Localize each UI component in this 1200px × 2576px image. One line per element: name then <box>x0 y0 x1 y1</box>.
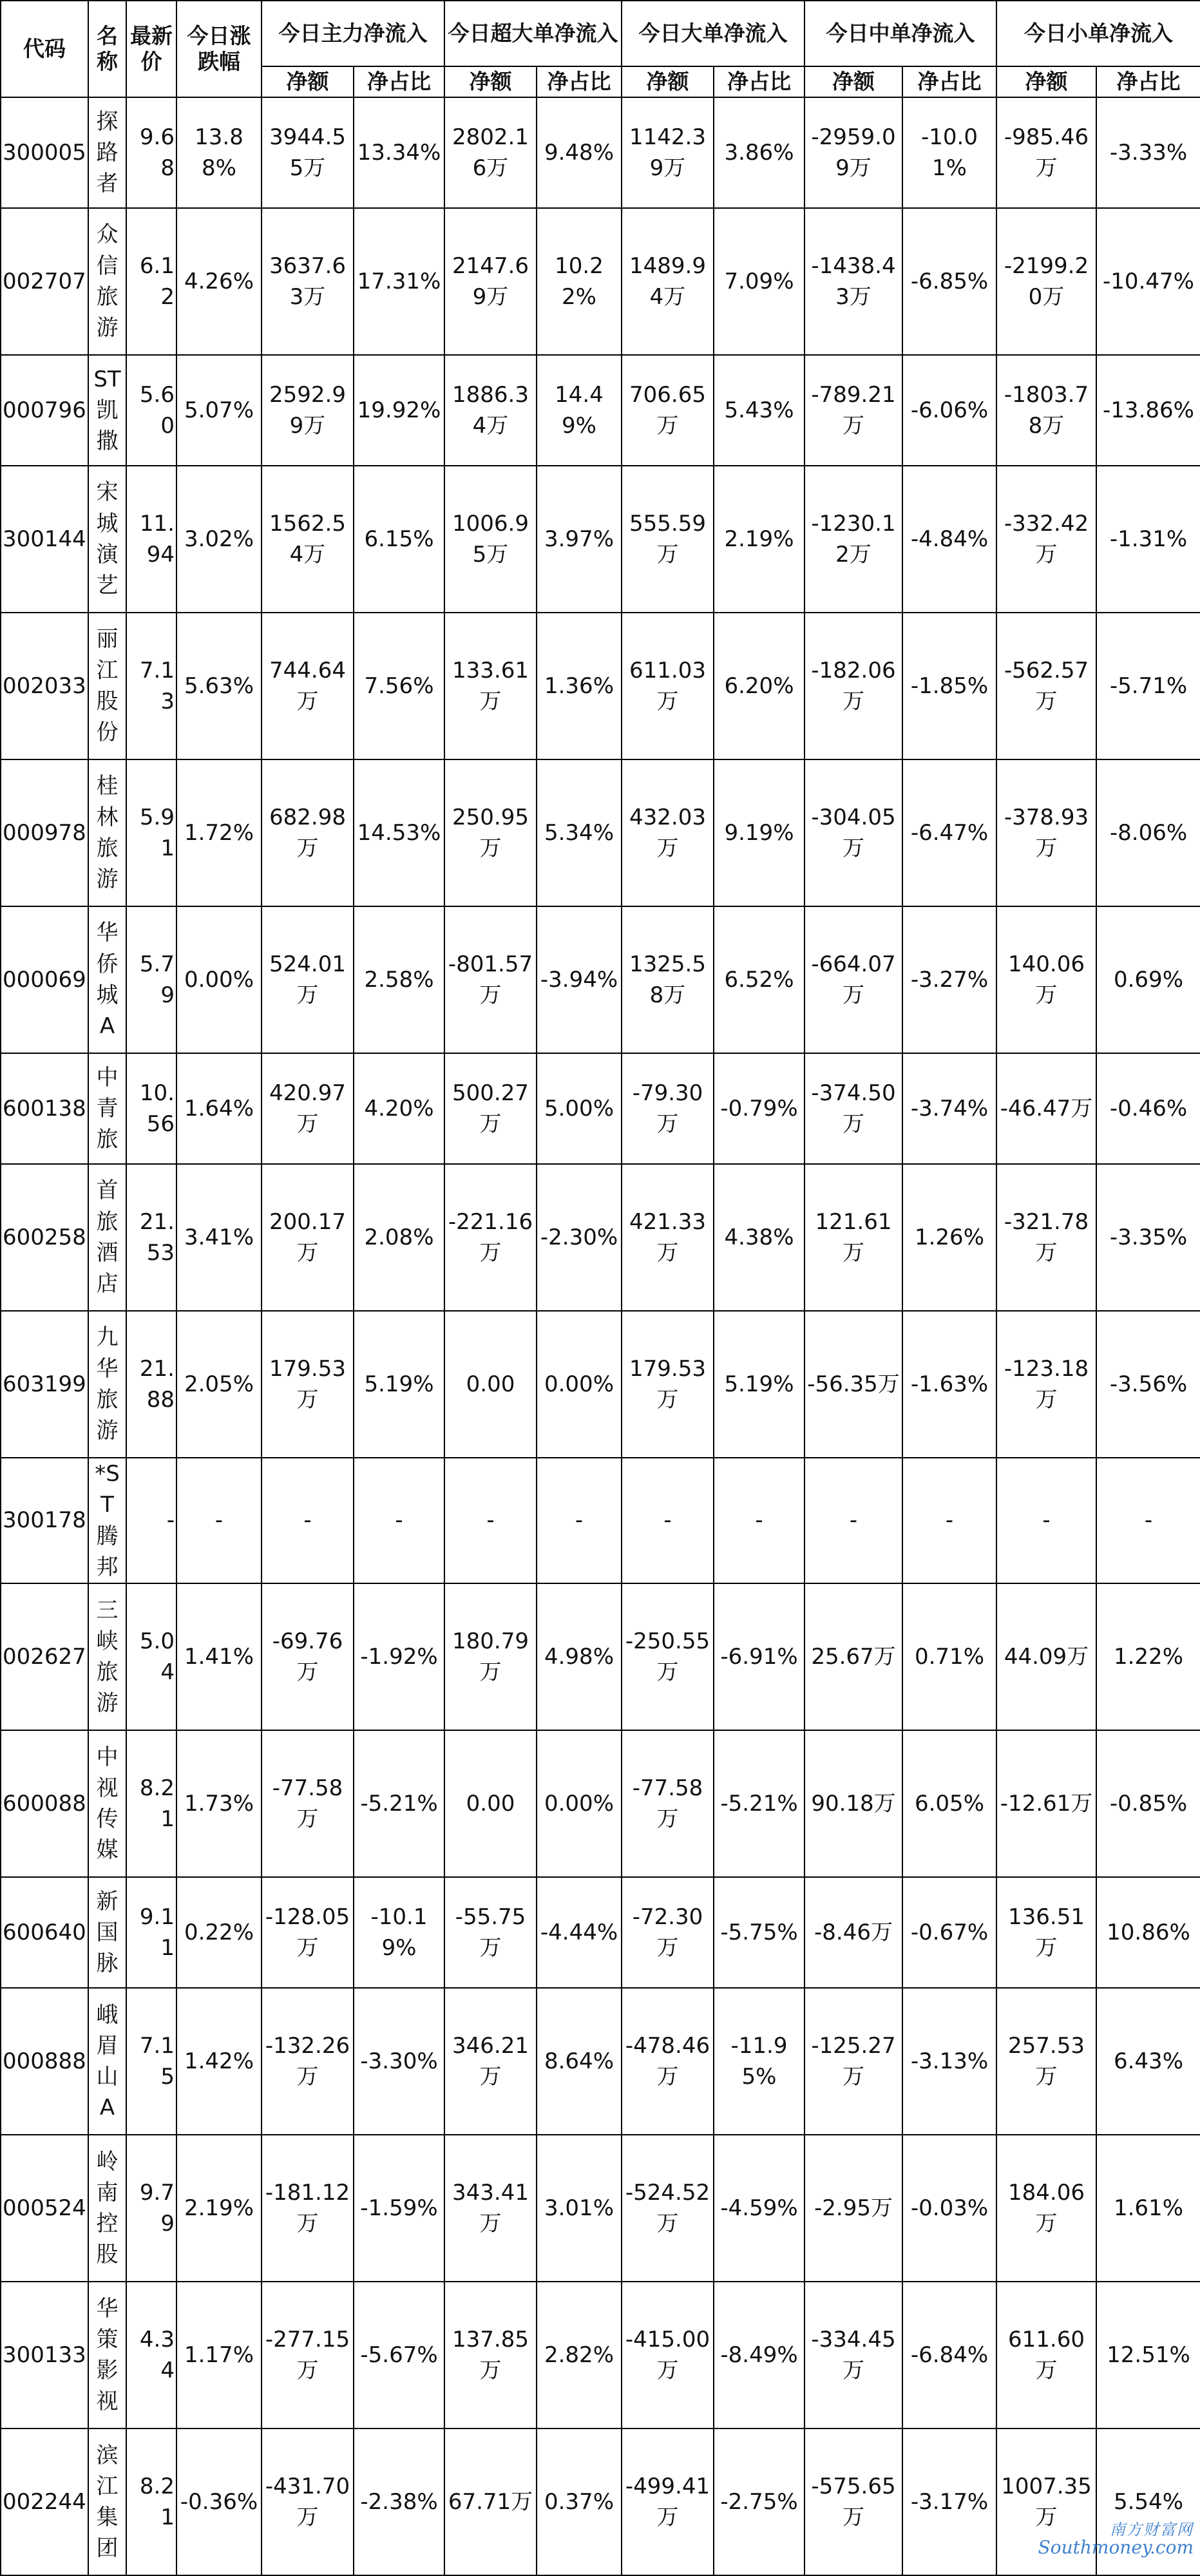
cell-main-amount: 2592.99万 <box>262 355 354 466</box>
cell-main-amount: 524.01万 <box>262 906 354 1053</box>
cell-super-ratio: 3.01% <box>537 2135 622 2282</box>
cell-small-amount: - <box>996 1458 1096 1583</box>
cell-large-amount: 1325.58万 <box>622 906 714 1053</box>
cell-main-ratio: 5.19% <box>354 1311 444 1458</box>
table-row <box>1 355 1200 466</box>
cell-medium-amount: -8.46万 <box>805 1877 902 1988</box>
table-row <box>1 466 1200 613</box>
cell-medium-ratio: -6.85% <box>902 208 996 355</box>
cell-large-amount: 555.59万 <box>622 466 714 613</box>
cell-medium-amount: -575.65万 <box>805 2428 902 2575</box>
cell-change: 4.26% <box>176 208 262 355</box>
cell-medium-ratio: -3.74% <box>902 1053 996 1164</box>
header-small-inflow: 今日小单净流入 <box>996 1 1200 66</box>
cell-medium-amount: -334.45万 <box>805 2282 902 2428</box>
table-row <box>1 1311 1200 1458</box>
cell-medium-ratio: -6.47% <box>902 759 996 906</box>
cell-name: 中视传媒 <box>88 1730 126 1877</box>
cell-medium-ratio: -0.03% <box>902 2135 996 2282</box>
cell-code: 000069 <box>1 906 88 1053</box>
cell-large-ratio: 9.19% <box>714 759 805 906</box>
cell-small-amount: 44.09万 <box>996 1583 1096 1730</box>
cell-medium-ratio: 6.05% <box>902 1730 996 1877</box>
cell-super-ratio: 1.36% <box>537 613 622 759</box>
cell-large-amount: 706.65万 <box>622 355 714 466</box>
header-large-inflow: 今日大单净流入 <box>622 1 805 66</box>
cell-main-amount: -69.76万 <box>262 1583 354 1730</box>
cell-price: 5.91 <box>126 759 176 906</box>
site-watermark <box>1038 2521 1194 2558</box>
cell-price: 8.21 <box>126 2428 176 2575</box>
cell-change: - <box>176 1458 262 1583</box>
cell-change: 5.63% <box>176 613 262 759</box>
cell-small-amount: -2199.20万 <box>996 208 1096 355</box>
header-code: 代码 <box>1 1 88 97</box>
cell-main-amount: -128.05万 <box>262 1877 354 1988</box>
table-row <box>1 2135 1200 2282</box>
cell-small-amount: 140.06万 <box>996 906 1096 1053</box>
cell-code: 002244 <box>1 2428 88 2575</box>
cell-large-ratio: -2.75% <box>714 2428 805 2575</box>
table-row <box>1 2282 1200 2428</box>
table-body <box>1 97 1200 2575</box>
cell-name: 三峡旅游 <box>88 1583 126 1730</box>
table-row <box>1 1583 1200 1730</box>
header-main-amount: 净额 <box>262 66 354 97</box>
cell-small-ratio: 1.61% <box>1096 2135 1200 2282</box>
cell-medium-amount: -1230.12万 <box>805 466 902 613</box>
cell-name: ST凯撒 <box>88 355 126 466</box>
cell-small-ratio: -3.33% <box>1096 97 1200 208</box>
cell-change: 1.42% <box>176 1988 262 2135</box>
table-row <box>1 208 1200 355</box>
table-row <box>1 1053 1200 1164</box>
table-row <box>1 1877 1200 1988</box>
cell-large-ratio: -6.91% <box>714 1583 805 1730</box>
cell-code: 300144 <box>1 466 88 613</box>
cell-medium-ratio: 1.26% <box>902 1164 996 1311</box>
cell-change: 2.05% <box>176 1311 262 1458</box>
cell-large-amount: 1489.94万 <box>622 208 714 355</box>
cell-price: 9.68 <box>126 97 176 208</box>
header-medium-amount: 净额 <box>805 66 902 97</box>
cell-super-amount: -801.57万 <box>444 906 537 1053</box>
cell-small-ratio: -0.85% <box>1096 1730 1200 1877</box>
cell-change: 0.22% <box>176 1877 262 1988</box>
cell-super-ratio: 5.00% <box>537 1053 622 1164</box>
cell-code: 600088 <box>1 1730 88 1877</box>
cell-large-ratio: 5.19% <box>714 1311 805 1458</box>
cell-name: 宋城演艺 <box>88 466 126 613</box>
cell-medium-ratio: - <box>902 1458 996 1583</box>
cell-change: 13.88% <box>176 97 262 208</box>
cell-large-ratio: 7.09% <box>714 208 805 355</box>
cell-main-ratio: -5.67% <box>354 2282 444 2428</box>
cell-main-ratio: 2.58% <box>354 906 444 1053</box>
cell-medium-amount: 90.18万 <box>805 1730 902 1877</box>
cell-medium-amount: 121.61万 <box>805 1164 902 1311</box>
cell-main-ratio: 6.15% <box>354 466 444 613</box>
cell-super-amount: 137.85万 <box>444 2282 537 2428</box>
cell-large-ratio: - <box>714 1458 805 1583</box>
cell-large-ratio: -5.21% <box>714 1730 805 1877</box>
header-medium-inflow: 今日中单净流入 <box>805 1 996 66</box>
cell-price: 11.94 <box>126 466 176 613</box>
cell-code: 002707 <box>1 208 88 355</box>
table-row <box>1 759 1200 906</box>
header-name: 名称 <box>88 1 126 97</box>
cell-medium-ratio: -1.85% <box>902 613 996 759</box>
cell-main-amount: 3944.55万 <box>262 97 354 208</box>
header-small-ratio: 净占比 <box>1096 66 1200 97</box>
cell-small-amount: 611.60万 <box>996 2282 1096 2428</box>
cell-medium-amount: -56.35万 <box>805 1311 902 1458</box>
cell-main-ratio: -1.92% <box>354 1583 444 1730</box>
cell-large-amount: -499.41万 <box>622 2428 714 2575</box>
cell-medium-amount: -374.50万 <box>805 1053 902 1164</box>
cell-main-ratio: -5.21% <box>354 1730 444 1877</box>
cell-code: 603199 <box>1 1311 88 1458</box>
cell-code: 000524 <box>1 2135 88 2282</box>
cell-super-ratio: 0.37% <box>537 2428 622 2575</box>
cell-super-ratio: 10.22% <box>537 208 622 355</box>
cell-small-ratio: -3.35% <box>1096 1164 1200 1311</box>
cell-name: 中青旅 <box>88 1053 126 1164</box>
cell-price: 21.53 <box>126 1164 176 1311</box>
cell-main-ratio: - <box>354 1458 444 1583</box>
cell-price: 4.34 <box>126 2282 176 2428</box>
cell-large-ratio: -5.75% <box>714 1877 805 1988</box>
cell-small-amount: 184.06万 <box>996 2135 1096 2282</box>
cell-super-amount: 0.00 <box>444 1730 537 1877</box>
header-main-ratio: 净占比 <box>354 66 444 97</box>
cell-medium-ratio: -10.01% <box>902 97 996 208</box>
cell-price: - <box>126 1458 176 1583</box>
cell-name: 华侨城A <box>88 906 126 1053</box>
cell-large-amount: 421.33万 <box>622 1164 714 1311</box>
cell-code: 000888 <box>1 1988 88 2135</box>
cell-main-amount: - <box>262 1458 354 1583</box>
cell-main-ratio: 2.08% <box>354 1164 444 1311</box>
cell-medium-amount: -182.06万 <box>805 613 902 759</box>
cell-small-ratio: -1.31% <box>1096 466 1200 613</box>
cell-large-amount: -250.55万 <box>622 1583 714 1730</box>
table-row <box>1 613 1200 759</box>
cell-large-ratio: 2.19% <box>714 466 805 613</box>
cell-super-ratio: - <box>537 1458 622 1583</box>
cell-main-ratio: -2.38% <box>354 2428 444 2575</box>
cell-super-amount: 1886.34万 <box>444 355 537 466</box>
cell-change: 1.41% <box>176 1583 262 1730</box>
cell-super-amount: 1006.95万 <box>444 466 537 613</box>
table-row <box>1 906 1200 1053</box>
cell-super-ratio: -2.30% <box>537 1164 622 1311</box>
cell-price: 5.79 <box>126 906 176 1053</box>
cell-price: 5.04 <box>126 1583 176 1730</box>
cell-medium-ratio: -4.84% <box>902 466 996 613</box>
watermark-en: Southmoney.com <box>1038 2537 1194 2559</box>
cell-super-amount: 133.61万 <box>444 613 537 759</box>
cell-small-ratio: -10.47% <box>1096 208 1200 355</box>
cell-name: 新国脉 <box>88 1877 126 1988</box>
cell-change: 5.07% <box>176 355 262 466</box>
cell-medium-ratio: -0.67% <box>902 1877 996 1988</box>
cell-large-ratio: 6.52% <box>714 906 805 1053</box>
cell-super-amount: 67.71万 <box>444 2428 537 2575</box>
header-super-inflow: 今日超大单净流入 <box>444 1 622 66</box>
cell-code: 300133 <box>1 2282 88 2428</box>
header-large-amount: 净额 <box>622 66 714 97</box>
cell-change: 3.41% <box>176 1164 262 1311</box>
cell-super-ratio: 2.82% <box>537 2282 622 2428</box>
cell-super-amount: 500.27万 <box>444 1053 537 1164</box>
cell-code: 002627 <box>1 1583 88 1730</box>
cell-small-amount: 1007.35万 <box>996 2428 1096 2575</box>
header-super-ratio: 净占比 <box>537 66 622 97</box>
table-row <box>1 1164 1200 1311</box>
cell-change: 1.64% <box>176 1053 262 1164</box>
cell-main-amount: 3637.63万 <box>262 208 354 355</box>
cell-medium-amount: -2959.09万 <box>805 97 902 208</box>
cell-name: 滨江集团 <box>88 2428 126 2575</box>
cell-super-ratio: 0.00% <box>537 1311 622 1458</box>
cell-small-ratio: - <box>1096 1458 1200 1583</box>
cell-medium-ratio: -3.13% <box>902 1988 996 2135</box>
cell-small-ratio: -5.71% <box>1096 613 1200 759</box>
cell-super-amount: - <box>444 1458 537 1583</box>
watermark-cn: 南方财富网 <box>1110 2520 1194 2539</box>
table-header <box>1 1 1200 97</box>
cell-name: 丽江股份 <box>88 613 126 759</box>
cell-small-amount: -1803.78万 <box>996 355 1096 466</box>
cell-super-ratio: 3.97% <box>537 466 622 613</box>
cell-large-amount: 1142.39万 <box>622 97 714 208</box>
header-price: 最新价 <box>126 1 176 97</box>
cell-price: 9.79 <box>126 2135 176 2282</box>
table-row <box>1 97 1200 208</box>
cell-medium-amount: -125.27万 <box>805 1988 902 2135</box>
table-row <box>1 1988 1200 2135</box>
header-large-ratio: 净占比 <box>714 66 805 97</box>
cell-super-ratio: 4.98% <box>537 1583 622 1730</box>
cell-super-amount: 180.79万 <box>444 1583 537 1730</box>
cell-name: 首旅酒店 <box>88 1164 126 1311</box>
cell-name: 探路者 <box>88 97 126 208</box>
cell-super-amount: 0.00 <box>444 1311 537 1458</box>
cell-small-amount: -46.47万 <box>996 1053 1096 1164</box>
cell-small-amount: 136.51万 <box>996 1877 1096 1988</box>
cell-main-ratio: 19.92% <box>354 355 444 466</box>
cell-small-amount: 257.53万 <box>996 1988 1096 2135</box>
cell-small-ratio: -0.46% <box>1096 1053 1200 1164</box>
cell-medium-amount: - <box>805 1458 902 1583</box>
cell-super-ratio: 14.49% <box>537 355 622 466</box>
cell-large-ratio: 3.86% <box>714 97 805 208</box>
cell-code: 000796 <box>1 355 88 466</box>
cell-change: -0.36% <box>176 2428 262 2575</box>
cell-price: 21.88 <box>126 1311 176 1458</box>
cell-super-amount: -221.16万 <box>444 1164 537 1311</box>
cell-large-amount: -79.30万 <box>622 1053 714 1164</box>
cell-medium-ratio: -3.17% <box>902 2428 996 2575</box>
cell-small-amount: -321.78万 <box>996 1164 1096 1311</box>
cell-change: 0.00% <box>176 906 262 1053</box>
cell-medium-ratio: 0.71% <box>902 1583 996 1730</box>
cell-code: 002033 <box>1 613 88 759</box>
cell-code: 300005 <box>1 97 88 208</box>
cell-small-ratio: 0.69% <box>1096 906 1200 1053</box>
cell-super-amount: 343.41万 <box>444 2135 537 2282</box>
cell-medium-amount: -664.07万 <box>805 906 902 1053</box>
cell-small-ratio: 1.22% <box>1096 1583 1200 1730</box>
cell-main-ratio: 17.31% <box>354 208 444 355</box>
cell-small-ratio: 6.43% <box>1096 1988 1200 2135</box>
cell-small-ratio: -8.06% <box>1096 759 1200 906</box>
cell-super-amount: 2147.69万 <box>444 208 537 355</box>
cell-change: 1.17% <box>176 2282 262 2428</box>
cell-change: 2.19% <box>176 2135 262 2282</box>
cell-main-ratio: 14.53% <box>354 759 444 906</box>
cell-price: 5.60 <box>126 355 176 466</box>
cell-name: 岭南控股 <box>88 2135 126 2282</box>
cell-large-ratio: -0.79% <box>714 1053 805 1164</box>
header-medium-ratio: 净占比 <box>902 66 996 97</box>
cell-medium-amount: -2.95万 <box>805 2135 902 2282</box>
cell-main-amount: -132.26万 <box>262 1988 354 2135</box>
cell-small-ratio: 12.51% <box>1096 2282 1200 2428</box>
cell-small-amount: -562.57万 <box>996 613 1096 759</box>
cell-large-amount: -77.58万 <box>622 1730 714 1877</box>
cell-main-amount: -277.15万 <box>262 2282 354 2428</box>
cell-super-ratio: -3.94% <box>537 906 622 1053</box>
cell-medium-amount: -1438.43万 <box>805 208 902 355</box>
header-change: 今日涨跌幅 <box>176 1 262 97</box>
cell-large-amount: -524.52万 <box>622 2135 714 2282</box>
cell-main-ratio: 13.34% <box>354 97 444 208</box>
cell-change: 1.73% <box>176 1730 262 1877</box>
cell-small-amount: -12.61万 <box>996 1730 1096 1877</box>
cell-main-amount: 179.53万 <box>262 1311 354 1458</box>
cell-main-ratio: -10.19% <box>354 1877 444 1988</box>
cell-super-ratio: 5.34% <box>537 759 622 906</box>
cell-super-ratio: 9.48% <box>537 97 622 208</box>
cell-large-ratio: -11.95% <box>714 1988 805 2135</box>
cell-large-amount: - <box>622 1458 714 1583</box>
cell-small-ratio: -3.56% <box>1096 1311 1200 1458</box>
cell-super-ratio: 8.64% <box>537 1988 622 2135</box>
cell-large-amount: -478.46万 <box>622 1988 714 2135</box>
cell-medium-ratio: -1.63% <box>902 1311 996 1458</box>
cell-small-amount: -378.93万 <box>996 759 1096 906</box>
cell-main-ratio: 4.20% <box>354 1053 444 1164</box>
cell-medium-amount: -789.21万 <box>805 355 902 466</box>
cell-main-amount: -77.58万 <box>262 1730 354 1877</box>
cell-code: 600640 <box>1 1877 88 1988</box>
table-row <box>1 1730 1200 1877</box>
cell-price: 7.13 <box>126 613 176 759</box>
header-row-top <box>1 1 1200 66</box>
cell-main-ratio: -1.59% <box>354 2135 444 2282</box>
cell-main-ratio: 7.56% <box>354 613 444 759</box>
cell-medium-ratio: -3.27% <box>902 906 996 1053</box>
cell-super-amount: -55.75万 <box>444 1877 537 1988</box>
header-main-inflow: 今日主力净流入 <box>262 1 444 66</box>
cell-main-amount: 420.97万 <box>262 1053 354 1164</box>
cell-super-amount: 346.21万 <box>444 1988 537 2135</box>
cell-medium-amount: 25.67万 <box>805 1583 902 1730</box>
cell-small-ratio: 5.54% <box>1096 2428 1200 2575</box>
cell-large-ratio: -4.59% <box>714 2135 805 2282</box>
cell-medium-ratio: -6.06% <box>902 355 996 466</box>
cell-main-amount: 200.17万 <box>262 1164 354 1311</box>
cell-small-amount: -332.42万 <box>996 466 1096 613</box>
cell-main-amount: 682.98万 <box>262 759 354 906</box>
cell-name: 九华旅游 <box>88 1311 126 1458</box>
cell-small-ratio: 10.86% <box>1096 1877 1200 1988</box>
cell-price: 6.12 <box>126 208 176 355</box>
cell-large-amount: 432.03万 <box>622 759 714 906</box>
header-super-amount: 净额 <box>444 66 537 97</box>
cell-name: 众信旅游 <box>88 208 126 355</box>
cell-super-amount: 250.95万 <box>444 759 537 906</box>
table-row <box>1 1458 1200 1583</box>
cell-change: 1.72% <box>176 759 262 906</box>
cell-price: 7.15 <box>126 1988 176 2135</box>
cell-name: *ST腾邦 <box>88 1458 126 1583</box>
cell-super-ratio: -4.44% <box>537 1877 622 1988</box>
cell-code: 600138 <box>1 1053 88 1164</box>
cell-code: 300178 <box>1 1458 88 1583</box>
table-row <box>1 2428 1200 2575</box>
cell-main-ratio: -3.30% <box>354 1988 444 2135</box>
cell-large-ratio: 4.38% <box>714 1164 805 1311</box>
cell-medium-ratio: -6.84% <box>902 2282 996 2428</box>
cell-small-ratio: -13.86% <box>1096 355 1200 466</box>
cell-large-ratio: -8.49% <box>714 2282 805 2428</box>
cell-small-amount: -123.18万 <box>996 1311 1096 1458</box>
header-small-amount: 净额 <box>996 66 1096 97</box>
cell-large-amount: -415.00万 <box>622 2282 714 2428</box>
cell-medium-amount: -304.05万 <box>805 759 902 906</box>
cell-large-amount: 611.03万 <box>622 613 714 759</box>
cell-main-amount: -181.12万 <box>262 2135 354 2282</box>
cell-change: 3.02% <box>176 466 262 613</box>
cell-main-amount: 744.64万 <box>262 613 354 759</box>
cell-price: 9.11 <box>126 1877 176 1988</box>
cell-name: 峨眉山A <box>88 1988 126 2135</box>
cell-large-amount: 179.53万 <box>622 1311 714 1458</box>
cell-super-ratio: 0.00% <box>537 1730 622 1877</box>
cell-large-amount: -72.30万 <box>622 1877 714 1988</box>
cell-large-ratio: 5.43% <box>714 355 805 466</box>
cell-super-amount: 2802.16万 <box>444 97 537 208</box>
cell-main-amount: 1562.54万 <box>262 466 354 613</box>
cell-small-amount: -985.46万 <box>996 97 1096 208</box>
cell-code: 000978 <box>1 759 88 906</box>
cell-large-ratio: 6.20% <box>714 613 805 759</box>
cell-price: 10.56 <box>126 1053 176 1164</box>
cell-name: 桂林旅游 <box>88 759 126 906</box>
cell-name: 华策影视 <box>88 2282 126 2428</box>
cell-code: 600258 <box>1 1164 88 1311</box>
cell-price: 8.21 <box>126 1730 176 1877</box>
cell-main-amount: -431.70万 <box>262 2428 354 2575</box>
